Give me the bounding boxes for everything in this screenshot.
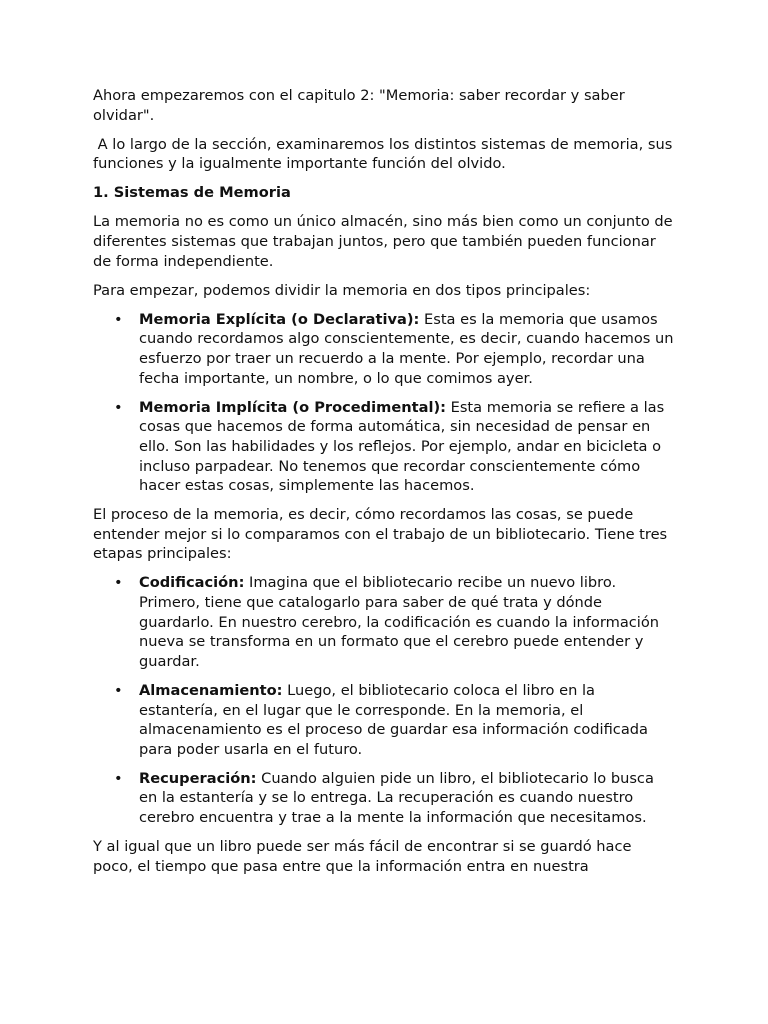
intro-paragraph: Ahora empezaremos con el capitulo 2: "Memoria: saber recordar y saber olvidar". xyxy=(93,87,625,124)
bullet-icon: • xyxy=(114,310,123,328)
bullet-icon: • xyxy=(114,769,123,787)
bullet-icon: • xyxy=(114,574,123,592)
list-item-retrieval xyxy=(93,769,675,828)
body-paragraph: El proceso de la memoria, es decir, cómo recordamos las cosas, se puede entender mejor si lo comparamos con el trabajo de un bibliotecario. Tiene tres etapas principales: xyxy=(93,506,668,563)
list-item-text: Esta es la memoria que usamos cuando recordamos algo conscientemente, es decir, cuando hacemos un esfuerzo por traer un recuerdo a la mente. Por ejemplo, recordar una fecha importante, un nombre, o lo que comimos ayer. xyxy=(139,310,674,387)
body-paragraph: La memoria no es como un único almacén, sino más bien como un conjunto de diferentes sistemas que trabajan juntos, pero que también pueden funcionar de forma independiente. xyxy=(93,213,673,270)
memory-stages-list xyxy=(93,573,675,827)
body-paragraph: Y al igual que un libro puede ser más fácil de encontrar si se guardó hace poco, el tiempo que pasa entre que la información entra en nuestra xyxy=(93,838,632,875)
list-item-storage xyxy=(93,681,675,759)
document-page xyxy=(93,86,675,886)
list-item-text: Imagina que el bibliotecario recibe un nuevo libro. Primero, tiene que catalogarlo para saber de qué trata y dónde guardarlo. En nuestro cerebro, la codificación es cuando la información nueva se transforma en un formato que el cerebro puede entender y guardar. xyxy=(139,574,660,670)
intro-paragraph-2: A lo largo de la sección, examinaremos los distintos sistemas de memoria, sus funciones y la igualmente importante función del olvido. xyxy=(93,135,677,173)
list-item-term: Memoria Implícita (o Procedimental): xyxy=(139,398,446,416)
list-item-term: Almacenamiento: xyxy=(139,681,283,699)
list-item-text: Esta memoria se refiere a las cosas que hacemos de forma automática, sin necesidad de pensar en ello. Son las habilidades y los reflejos. Por ejemplo, andar en bicicleta o incluso parpadear. No tenemos que recordar conscientemente cómo hacer estas cosas, simplemente las hacemos. xyxy=(139,398,665,495)
list-item-explicit-memory xyxy=(93,310,675,388)
section-heading: 1. Sistemas de Memoria xyxy=(93,184,291,202)
list-item-term: Codificación: xyxy=(139,574,245,592)
list-item-term: Memoria Explícita (o Declarativa): xyxy=(139,310,420,328)
list-item-term: Recuperación: xyxy=(139,769,257,787)
memory-types-list xyxy=(93,310,675,496)
list-item-encoding xyxy=(93,573,675,671)
list-item-text: Luego, el bibliotecario coloca el libro en la estantería, en el lugar que le corresponde. En la memoria, el almacenamiento es el proceso de guardar esa información codificada para poder usarla en el futuro. xyxy=(139,681,648,758)
list-item-implicit-memory xyxy=(93,398,675,496)
list-item-text: Cuando alguien pide un libro, el bibliotecario lo busca en la estantería y se lo entrega. La recuperación es cuando nuestro cerebro encuentra y trae a la mente la información que necesitamos. xyxy=(139,769,654,826)
bullet-icon: • xyxy=(114,681,123,699)
body-paragraph: Para empezar, podemos dividir la memoria en dos tipos principales: xyxy=(93,281,591,299)
bullet-icon: • xyxy=(114,398,123,416)
